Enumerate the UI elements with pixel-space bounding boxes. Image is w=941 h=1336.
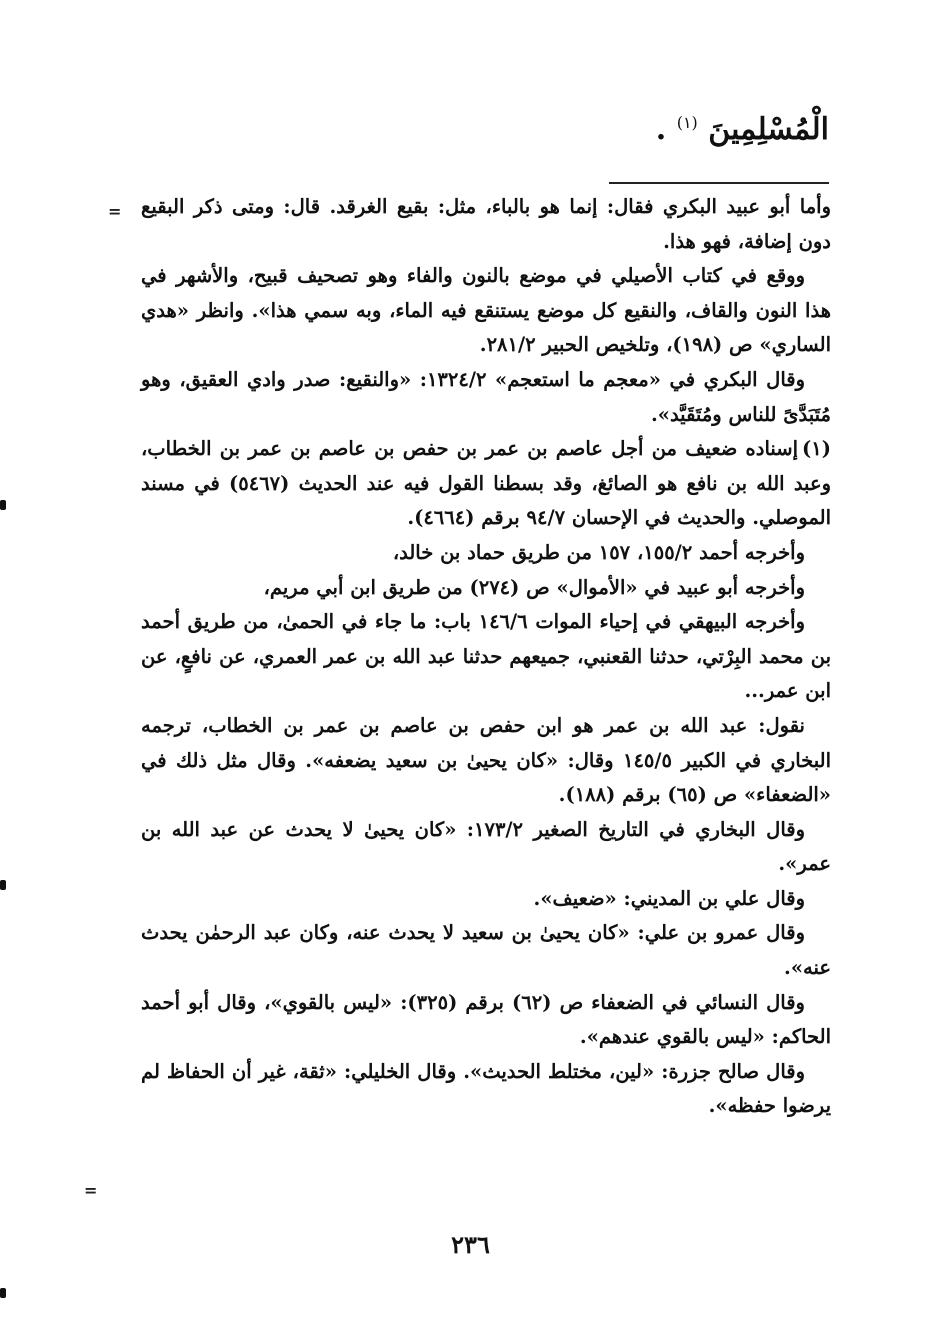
continued-note-paragraph: وقال البكري في «معجم ما استعجم» ١٣٢٤/٢: «والنقيع: صدر وادي العقيق، وهو مُتَبَدَّىً للناس ومُتَقَيَّد». <box>141 367 831 426</box>
footnote-paragraph: وقال البخاري في التاريخ الصغير ١٧٣/٢: «كان يحيىٰ لا يحدث عن عبد الله بن عمر». <box>141 817 831 876</box>
scan-edge-mark <box>0 880 6 890</box>
page-number: ٢٣٦ <box>451 1230 490 1259</box>
footnote-paragraph: وأخرجه البيهقي في إحياء الموات ١٤٦/٦ باب: ما جاء في الحمىٰ، من طريق أحمد بن محمد البِرْتي، حدثنا القعنبي، جميعهم حدثنا عبد الله بن عمر العمري، عن نافعٍ، عن ابن عمر... <box>141 610 831 703</box>
footnote-paragraph: وأخرجه أبو عبيد في «الأموال» ص (٢٧٤) من طريق ابن أبي مريم، <box>263 575 805 599</box>
main-text-line <box>656 112 829 147</box>
main-text: الْمُسْلِمِينَ <box>708 112 829 147</box>
continuation-mark-bottom: = <box>84 1181 98 1200</box>
footnote-text: إسناده ضعيف من أجل عاصم بن عمر بن حفص بن عاصم بن عمر بن الخطاب، وعبد الله بن نافع هو الصائغ، وقد بسطنا القول فيه عند الحديث (٥٤٦٧) في مسند الموصلي. والحديث في الإحسان ٩٤/٧ برقم (٤٦٦٤). <box>141 437 831 530</box>
footnote-reference: (١) <box>676 113 698 132</box>
footnote-separator <box>609 182 829 184</box>
continued-note-paragraph: وأما أبو عبيد البكري فقال: إنما هو بالباء، مثل: بقيع الغرقد. قال: ومتى ذكر البقيع دون إضافة، فهو هذا. <box>141 195 831 253</box>
scan-edge-mark <box>0 1288 6 1298</box>
footnote-paragraph: وأخرجه أحمد ١٥٥/٢، ١٥٧ من طريق حماد بن خالد، <box>392 540 805 564</box>
footnote-paragraph: وقال عمرو بن علي: «كان يحيىٰ بن سعيد لا يحدث عنه، وكان عبد الرحمٰن يحدث عنه». <box>141 921 831 980</box>
footnote-number: (١) <box>802 437 831 461</box>
scan-edge-mark <box>0 500 6 510</box>
footnote-paragraph: وقال علي بن المديني: «ضعيف». <box>533 886 805 910</box>
footnote-paragraph: وقال النسائي في الضعفاء ص (٦٢) برقم (٣٢٥): «ليس بالقوي»، وقال أبو أحمد الحاكم: «ليس بالقوي عندهم». <box>141 990 831 1049</box>
footnote-first-paragraph <box>141 432 831 536</box>
footnotes-block <box>141 190 831 1124</box>
continued-note-paragraph: ووقع في كتاب الأصيلي في موضع بالنون والفاء وهو تصحيف قبيح، والأشهر في هذا النون والقاف، والنقيع كل موضع يستنقع فيه الماء، وبه سمي هذا». وانظر «هدي الساري» ص (١٩٨)، وتلخيص الحبير ٢٨١/٢. <box>141 264 831 357</box>
continuation-mark-top: = <box>108 202 122 221</box>
footnote-paragraph: وقال صالح جزرة: «لين، مختلط الحديث». وقال الخليلي: «ثقة، غير أن الحفاظ لم يرضوا حفظه». <box>141 1059 831 1118</box>
footnote-paragraph: نقول: عبد الله بن عمر هو ابن حفص بن عاصم بن عمر بن الخطاب، ترجمه البخاري في الكبير ١٤٥/٥ وقال: «كان يحيىٰ بن سعيد يضعفه». وقال مثل ذلك في «الضعفاء» ص (٦٥) برقم (١٨٨). <box>141 713 831 807</box>
main-text-period: . <box>655 112 667 147</box>
